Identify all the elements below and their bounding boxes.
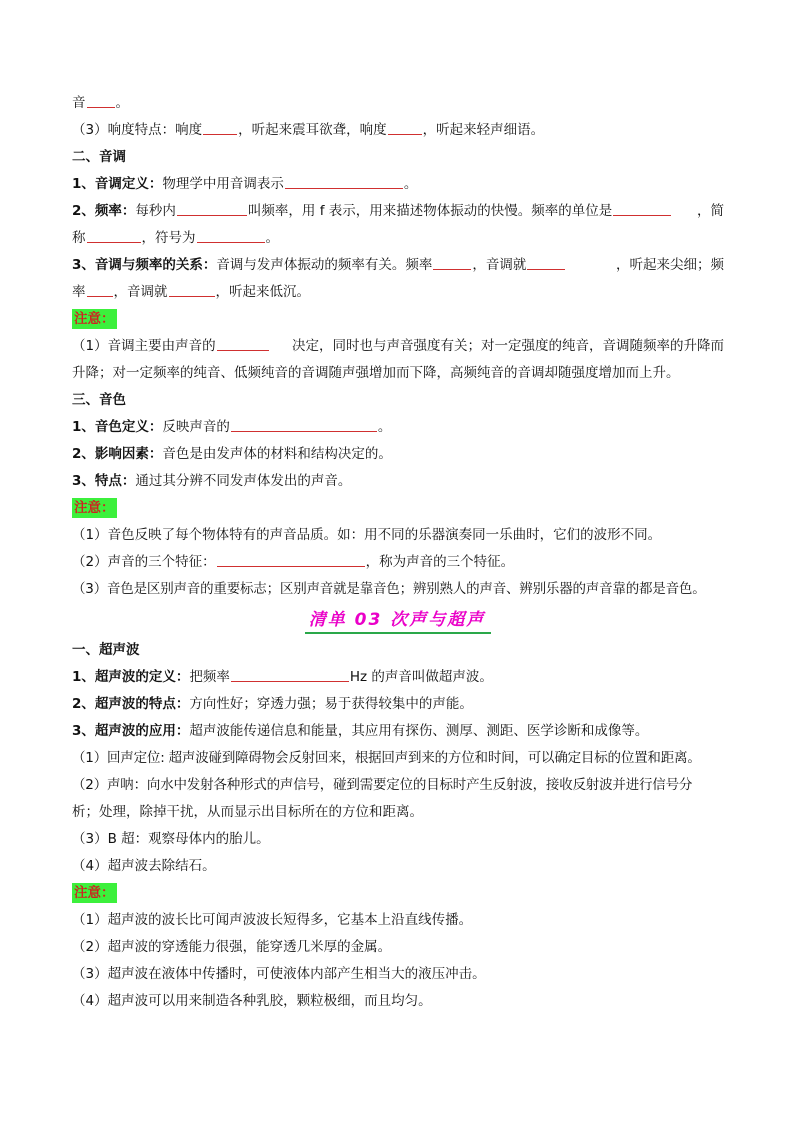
fill-blank[interactable] [87, 280, 113, 297]
text-line: 2、影响因素：音色是由发声体的材料和结构决定的。 [72, 446, 392, 462]
text-line: （3）音色是区别声音的重要标志；区别声音就是靠音色；辨别熟人的声音、辨别乐器的声音靠的都是音色。 [72, 581, 706, 597]
text-line: （2）超声波的穿透能力很强，能穿透几米厚的金属。 [72, 939, 392, 955]
fill-blank[interactable] [285, 172, 403, 189]
section-heading-pitch: 二、音调 [72, 149, 126, 165]
text-line: 3、超声波的应用：超声波能传递信息和能量，其应用有探伤、测厚、测距、医学诊断和成像等。 [72, 723, 649, 739]
text-line: （3）响度特点：响度 ，听起来震耳欲聋，响度 ，听起来轻声细语。 [72, 117, 724, 144]
note-label: 注意： [74, 500, 115, 516]
note-label-row [72, 306, 724, 333]
text-line: （1）音调主要由声音的 决定，同时也与声音强度有关；对一定强度的纯音，音调随频率的升降而 [72, 333, 724, 360]
text-line: 1、音调定义：物理学中用音调表示 。 [72, 171, 724, 198]
text-line: （1）音色反映了每个物体特有的声音品质。如：用不同的乐器演奏同一乐曲时，它们的波形不同。 [72, 527, 662, 543]
section-heading-ultrasound: 一、超声波 [72, 642, 140, 658]
text-line: （3）B 超：观察母体内的胎儿。 [72, 831, 270, 847]
fill-blank[interactable] [231, 665, 349, 682]
text-line: 音 。 [72, 90, 724, 117]
text-line: （4）超声波去除结石。 [72, 858, 216, 874]
chapter-title: 清单 03 次声与超声 [72, 603, 724, 637]
fill-blank[interactable] [217, 550, 365, 567]
text-line: 率 ，音调就 ，听起来低沉。 [72, 279, 724, 306]
text-line: 称 ，符号为 。 [72, 225, 724, 252]
text-line: 3、特点：通过其分辨不同发声体发出的声音。 [72, 473, 352, 489]
fill-blank[interactable] [87, 91, 115, 108]
note-label: 注意： [74, 885, 115, 901]
text-line: 升降；对一定频率的纯音、低频纯音的音调随声强增加而下降，高频纯音的音调却随强度增加而上升。 [72, 365, 680, 381]
text-line: 析；处理，除掉干扰，从而显示出目标所在的方位和距离。 [72, 804, 423, 820]
text-line: （3）超声波在液体中传播时，可使液体内部产生相当大的液压冲击。 [72, 966, 486, 982]
text-line: 2、频率：每秒内 叫频率，用 f 表示，用来描述物体振动的快慢。频率的单位是 ，简 [72, 198, 724, 225]
document-page [72, 90, 724, 1015]
text-line: （2）声音的三个特征： ，称为声音的三个特征。 [72, 549, 724, 576]
text-line: （4）超声波可以用来制造各种乳胶，颗粒极细，而且均匀。 [72, 993, 432, 1009]
note-label: 注意： [74, 311, 115, 327]
fill-blank[interactable] [613, 199, 671, 216]
text-line: 3、音调与频率的关系：音调与发声体振动的频率有关。频率 ，音调就 ，听起来尖细；频 [72, 252, 724, 279]
fill-blank[interactable] [388, 118, 422, 135]
text-line: 2、超声波的特点：方向性好；穿透力强；易于获得较集中的声能。 [72, 696, 473, 712]
section-heading-timbre: 三、音色 [72, 392, 126, 408]
text-line: 1、音色定义：反映声音的 。 [72, 414, 724, 441]
fill-blank[interactable] [87, 226, 141, 243]
note-label-row [72, 880, 724, 907]
fill-blank[interactable] [527, 253, 565, 270]
text-line: 1、超声波的定义：把频率 Hz 的声音叫做超声波。 [72, 664, 724, 691]
text-line: （1）回声定位: 超声波碰到障碍物会反射回来，根据回声到来的方位和时间，可以确定目标的位置和距离。 [72, 750, 701, 766]
note-label-row [72, 495, 724, 522]
fill-blank[interactable] [203, 118, 237, 135]
fill-blank[interactable] [217, 334, 269, 351]
text-line: （1）超声波的波长比可闻声波波长短得多，它基本上沿直线传播。 [72, 912, 473, 928]
fill-blank[interactable] [177, 199, 247, 216]
fill-blank[interactable] [197, 226, 265, 243]
fill-blank[interactable] [169, 280, 215, 297]
fill-blank[interactable] [231, 415, 377, 432]
fill-blank[interactable] [433, 253, 471, 270]
text-line: （2）声呐：向水中发射各种形式的声信号，碰到需要定位的目标时产生反射波，接收反射波并进行信号分 [72, 777, 693, 793]
